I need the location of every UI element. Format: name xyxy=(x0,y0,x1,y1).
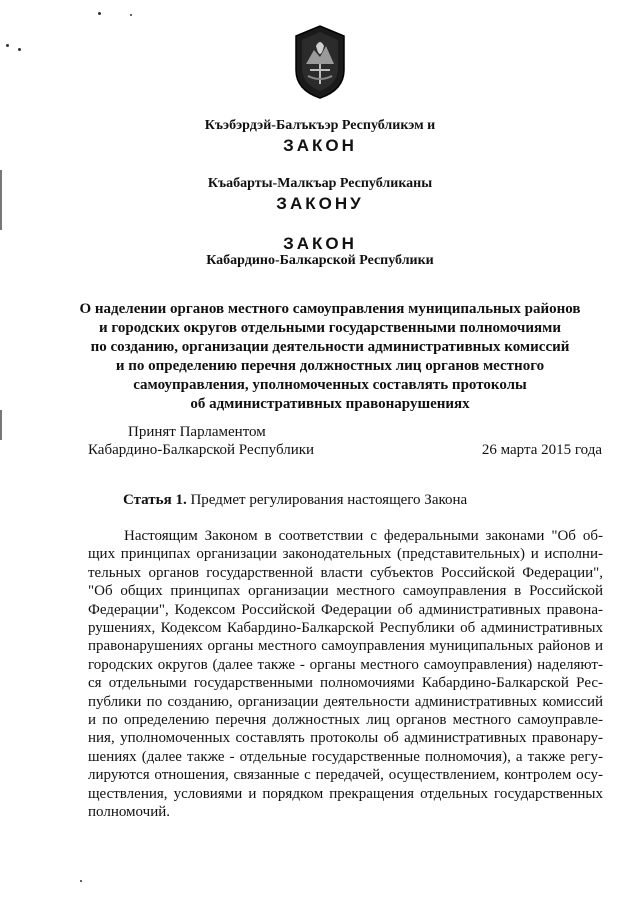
body-line: щих принципах организации законодательных (представительных) и исполни- xyxy=(88,546,603,563)
scan-speck xyxy=(80,880,82,882)
scan-speck xyxy=(98,12,101,15)
body-line: полномочий. xyxy=(88,804,171,821)
title-line: и городских округов отдельными государственными полномочиями xyxy=(99,320,561,336)
body-line: Федерации", Кодексом Российской Федерации об административных правона- xyxy=(88,601,603,618)
scan-edge-mark xyxy=(0,410,2,440)
title-line: самоуправления, уполномоченных составлять протоколы xyxy=(133,377,527,393)
kabardian-law-word: ЗАКОН xyxy=(283,136,357,155)
body-line: и по определению перечня должностных лиц органов местного самоуправле- xyxy=(88,712,603,729)
scan-speck xyxy=(130,14,132,16)
body-line: Настоящим Законом в соответствии с федеральными законами "Об об- xyxy=(124,528,603,544)
scan-speck xyxy=(18,48,21,51)
adoption-line-1: Принят Парламентом xyxy=(128,424,266,440)
article-heading xyxy=(123,492,467,509)
scan-edge-mark xyxy=(0,170,2,230)
law-title xyxy=(60,300,600,414)
body-line: правонарушениях органы местного самоуправления муниципальных районов и xyxy=(88,638,603,655)
kabardian-republic-line: Къэбэрдэй-Балъкъэр Республикэм и xyxy=(204,118,436,133)
body-line: ния, уполномоченных составлять протоколы об административных правонару- xyxy=(88,730,603,747)
article-title: Предмет регулирования настоящего Закона xyxy=(190,492,468,508)
title-line: об административных правонарушениях xyxy=(190,396,470,412)
body-line: шениях (далее также - отдельные государственные полномочия), а также регу- xyxy=(88,748,603,765)
article-number: Статья 1. xyxy=(123,492,187,508)
body-line: публики по созданию, организации деятельности административных комиссий xyxy=(88,693,603,710)
article-body xyxy=(88,527,603,822)
body-line: ся отдельными государственными полномочиями Кабардино-Балкарской Рес- xyxy=(88,675,603,692)
body-line: городских округов (далее также - органы местного самоуправления) наделяют- xyxy=(88,656,603,673)
title-line: и по определению перечня должностных лиц органов местного xyxy=(115,358,545,374)
adoption-date: 26 марта 2015 года xyxy=(481,442,602,458)
body-line: тельных органов государственной власти субъектов Российской Федерации", xyxy=(88,564,603,581)
body-line: рушениях, Кодексом Кабардино-Балкарской Республики об административных xyxy=(88,620,603,637)
russian-law-word: ЗАКОН xyxy=(283,234,357,253)
balkar-republic-line: Къабарты-Малкъар Республиканы xyxy=(207,176,433,191)
title-line: О наделении органов местного самоуправления муниципальных районов xyxy=(79,301,581,317)
body-line: ществления, условиями и порядком прекращения отдельных государственных xyxy=(88,785,603,802)
scan-speck xyxy=(6,44,9,47)
adoption-line-2: Кабардино-Балкарской Республики xyxy=(88,442,315,458)
title-line: по созданию, организации деятельности административных комиссий xyxy=(90,339,570,355)
body-line: "Об общих принципах организации местного самоуправления в Российской xyxy=(88,583,603,600)
coat-of-arms-emblem xyxy=(292,24,348,100)
body-line: лируются отношения, связанные с передачей, осуществлением, контролем осу- xyxy=(88,767,603,784)
balkar-law-word: ЗАКОНУ xyxy=(276,194,364,213)
russian-republic-line: Кабардино-Балкарской Республики xyxy=(206,253,434,268)
